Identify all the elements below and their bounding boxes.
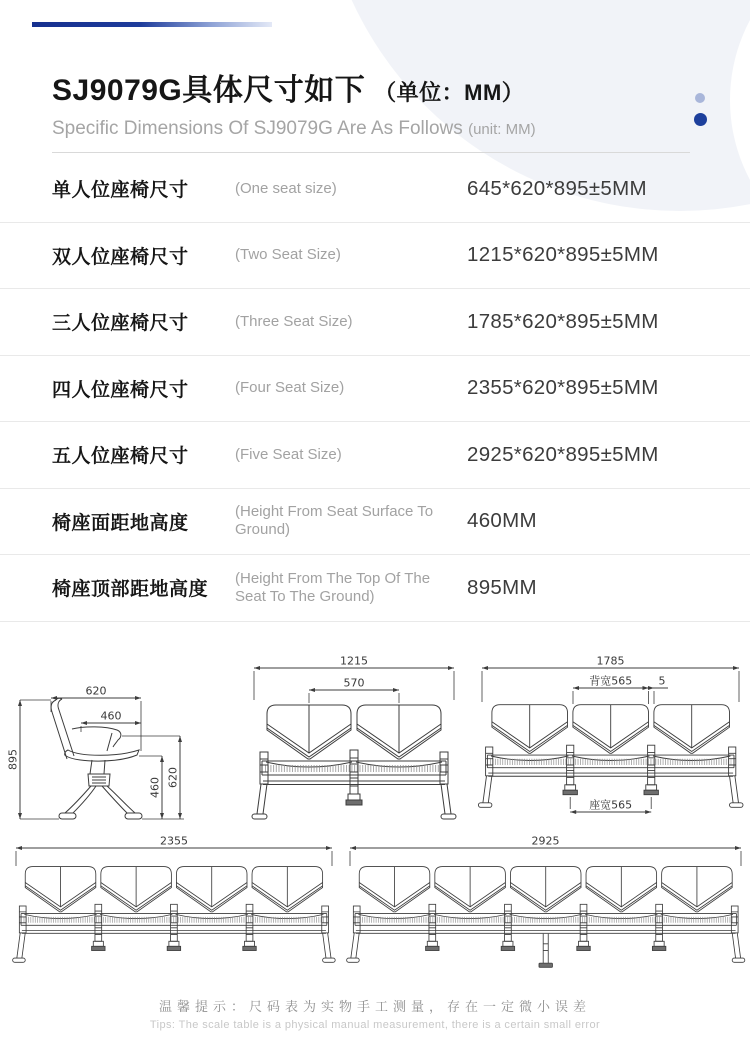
dim-label: 895 [6, 749, 20, 770]
dim-label: 570 [343, 676, 365, 690]
five-seat-front-drawing [343, 834, 747, 996]
row-value: 645*620*895±5MM [467, 176, 647, 200]
tip-text-zh: 温馨提示：尺码表为实物手工测量，存在一定微小误差 [158, 999, 591, 1014]
row-value: 2355*620*895±5MM [467, 376, 659, 400]
one-seat-side-drawing [4, 656, 211, 836]
row-label-zh: 单人位座椅尺寸 [52, 180, 189, 202]
table-row [0, 422, 750, 489]
row-label-zh: 双人位座椅尺寸 [52, 246, 189, 268]
table-row [0, 356, 750, 423]
spec-table [0, 156, 750, 622]
dim-label: 1215 [340, 654, 368, 668]
dim-label: 620 [166, 767, 180, 788]
dim-label: 2355 [160, 834, 188, 848]
three-seat-front-drawing [472, 652, 750, 836]
footer-tips [0, 996, 750, 1031]
dim-label: 2925 [531, 834, 560, 848]
row-value: 460MM [467, 509, 537, 533]
table-row [0, 156, 750, 223]
dim-label: 座宽565 [589, 798, 633, 812]
row-label-zh: 四人位座椅尺寸 [52, 379, 189, 401]
page-title-text: SJ9079G具体尺寸如下 [52, 74, 366, 107]
row-label-en: (One seat size) [235, 179, 337, 197]
four-seat-front-drawing [10, 834, 338, 988]
page-subtitle-text: Specific Dimensions Of SJ9079G Are As Follows [52, 118, 463, 139]
header-divider [52, 152, 690, 153]
row-value: 1215*620*895±5MM [467, 243, 659, 267]
row-label-en: (Two Seat Size) [235, 246, 341, 264]
page-subtitle-unit: (unit: MM) [468, 121, 536, 138]
row-label-zh: 五人位座椅尺寸 [52, 446, 189, 468]
row-label-en: (Height From The Top Of The Seat To The Ground) [235, 569, 431, 605]
table-row [0, 289, 750, 356]
row-label-en: (Four Seat Size) [235, 379, 345, 397]
row-label-zh: 椅座面距地高度 [52, 512, 189, 534]
two-seat-front-drawing [246, 654, 462, 834]
dim-label: 620 [85, 684, 107, 698]
dim-label: 460 [100, 709, 122, 723]
row-value: 2925*620*895±5MM [467, 442, 659, 466]
dim-label: 5 [658, 674, 666, 688]
table-row [0, 555, 750, 622]
row-label-zh: 三人位座椅尺寸 [52, 313, 189, 335]
row-label-zh: 椅座顶部距地高度 [52, 579, 209, 601]
dim-label: 460 [148, 777, 162, 798]
dim-label: 1785 [596, 654, 625, 668]
page-subtitle [52, 118, 710, 140]
table-row [0, 489, 750, 556]
accent-bar [32, 22, 272, 27]
page-title-unit: （单位：MM） [374, 80, 525, 105]
dim-label: 背宽565 [589, 674, 633, 688]
tip-text-en: Tips: The scale table is a physical manual measurement, there is a certain small error [149, 1019, 601, 1031]
row-value: 1785*620*895±5MM [467, 309, 659, 333]
row-label-en: (Height From Seat Surface To Ground) [235, 503, 434, 539]
page-title [52, 74, 710, 110]
row-label-en: (Five Seat Size) [235, 445, 342, 463]
header [52, 74, 710, 140]
table-row [0, 223, 750, 290]
row-label-en: (Three Seat Size) [235, 312, 353, 330]
row-value: 895MM [467, 575, 537, 599]
